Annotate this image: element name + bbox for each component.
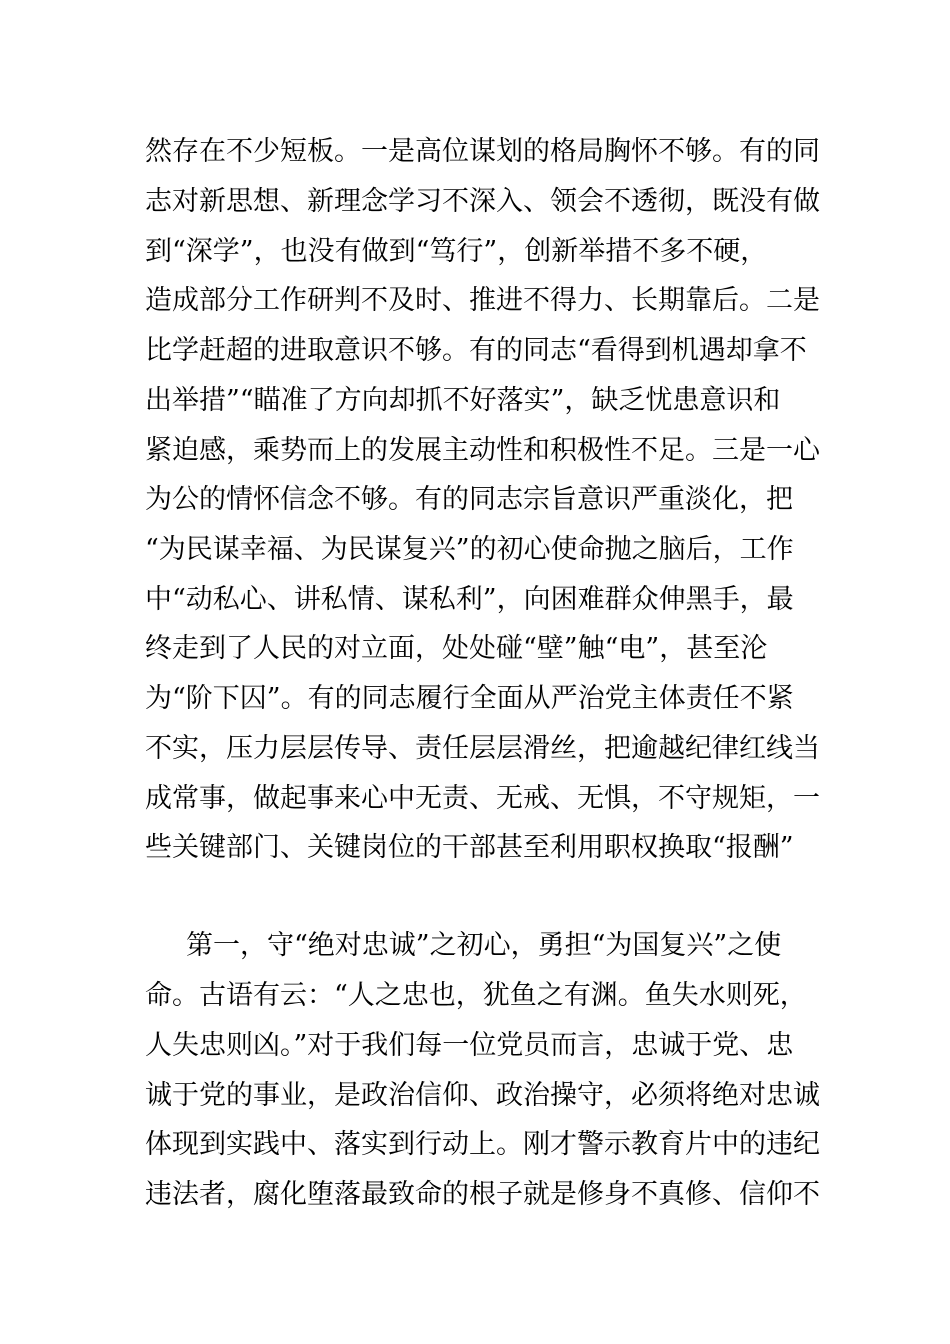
text-line: 出举措”“瞄准了方向却抓不好落实”，缺乏忧患意识和	[145, 385, 781, 416]
text-line: 诚于党的事业，是政治信仰、政治操守，必须将绝对忠诚	[145, 1080, 820, 1111]
text-line: 第一，守“绝对忠诚”之初心，勇担“为国复兴”之使	[186, 930, 782, 961]
text-line: 违法者，腐化堕落最致命的根子就是修身不真修、信仰不	[145, 1179, 820, 1210]
text-line: 然存在不少短板。一是高位谋划的格局胸怀不够。有的同	[145, 136, 820, 167]
text-line: 到“深学”，也没有做到“笃行”，创新举措不多不硬，	[145, 236, 768, 267]
text-line: 中“动私心、讲私情、谋私利”，向困难群众伸黑手，最	[145, 584, 794, 615]
text-line: 体现到实践中、落实到行动上。刚才警示教育片中的违纪	[145, 1129, 820, 1160]
text-line: 人失忠则凶。”对于我们每一位党员而言，忠诚于党、忠	[145, 1030, 794, 1061]
text-line: 造成部分工作研判不及时、推进不得力、长期靠后。二是	[145, 285, 820, 316]
text-line: 为“阶下囚”。有的同志履行全面从严治党主体责任不紧	[145, 683, 794, 714]
text-line: 命。古语有云：“人之忠也，犹鱼之有渊。鱼失水则死，	[145, 980, 807, 1011]
text-line: 终走到了人民的对立面，处处碰“壁”触“电”，甚至沦	[145, 633, 768, 664]
text-line: 为公的情怀信念不够。有的同志宗旨意识严重淡化，把	[145, 484, 793, 515]
text-line: 不实，压力层层传导、责任层层滑丝，把逾越纪律红线当	[145, 733, 820, 764]
text-line: 些关键部门、关键岗位的干部甚至利用职权换取“报酬”	[145, 832, 794, 863]
text-line: 志对新思想、新理念学习不深入、领会不透彻，既没有做	[145, 186, 820, 217]
text-line: 紧迫感，乘势而上的发展主动性和积极性不足。三是一心	[145, 435, 820, 466]
text-line: 成常事，做起事来心中无责、无戒、无惧，不守规矩，一	[145, 783, 820, 814]
text-line: 比学赶超的进取意识不够。有的同志“看得到机遇却拿不	[145, 335, 807, 366]
text-line: “为民谋幸福、为民谋复兴”的初心使命抛之脑后，工作	[145, 534, 794, 565]
